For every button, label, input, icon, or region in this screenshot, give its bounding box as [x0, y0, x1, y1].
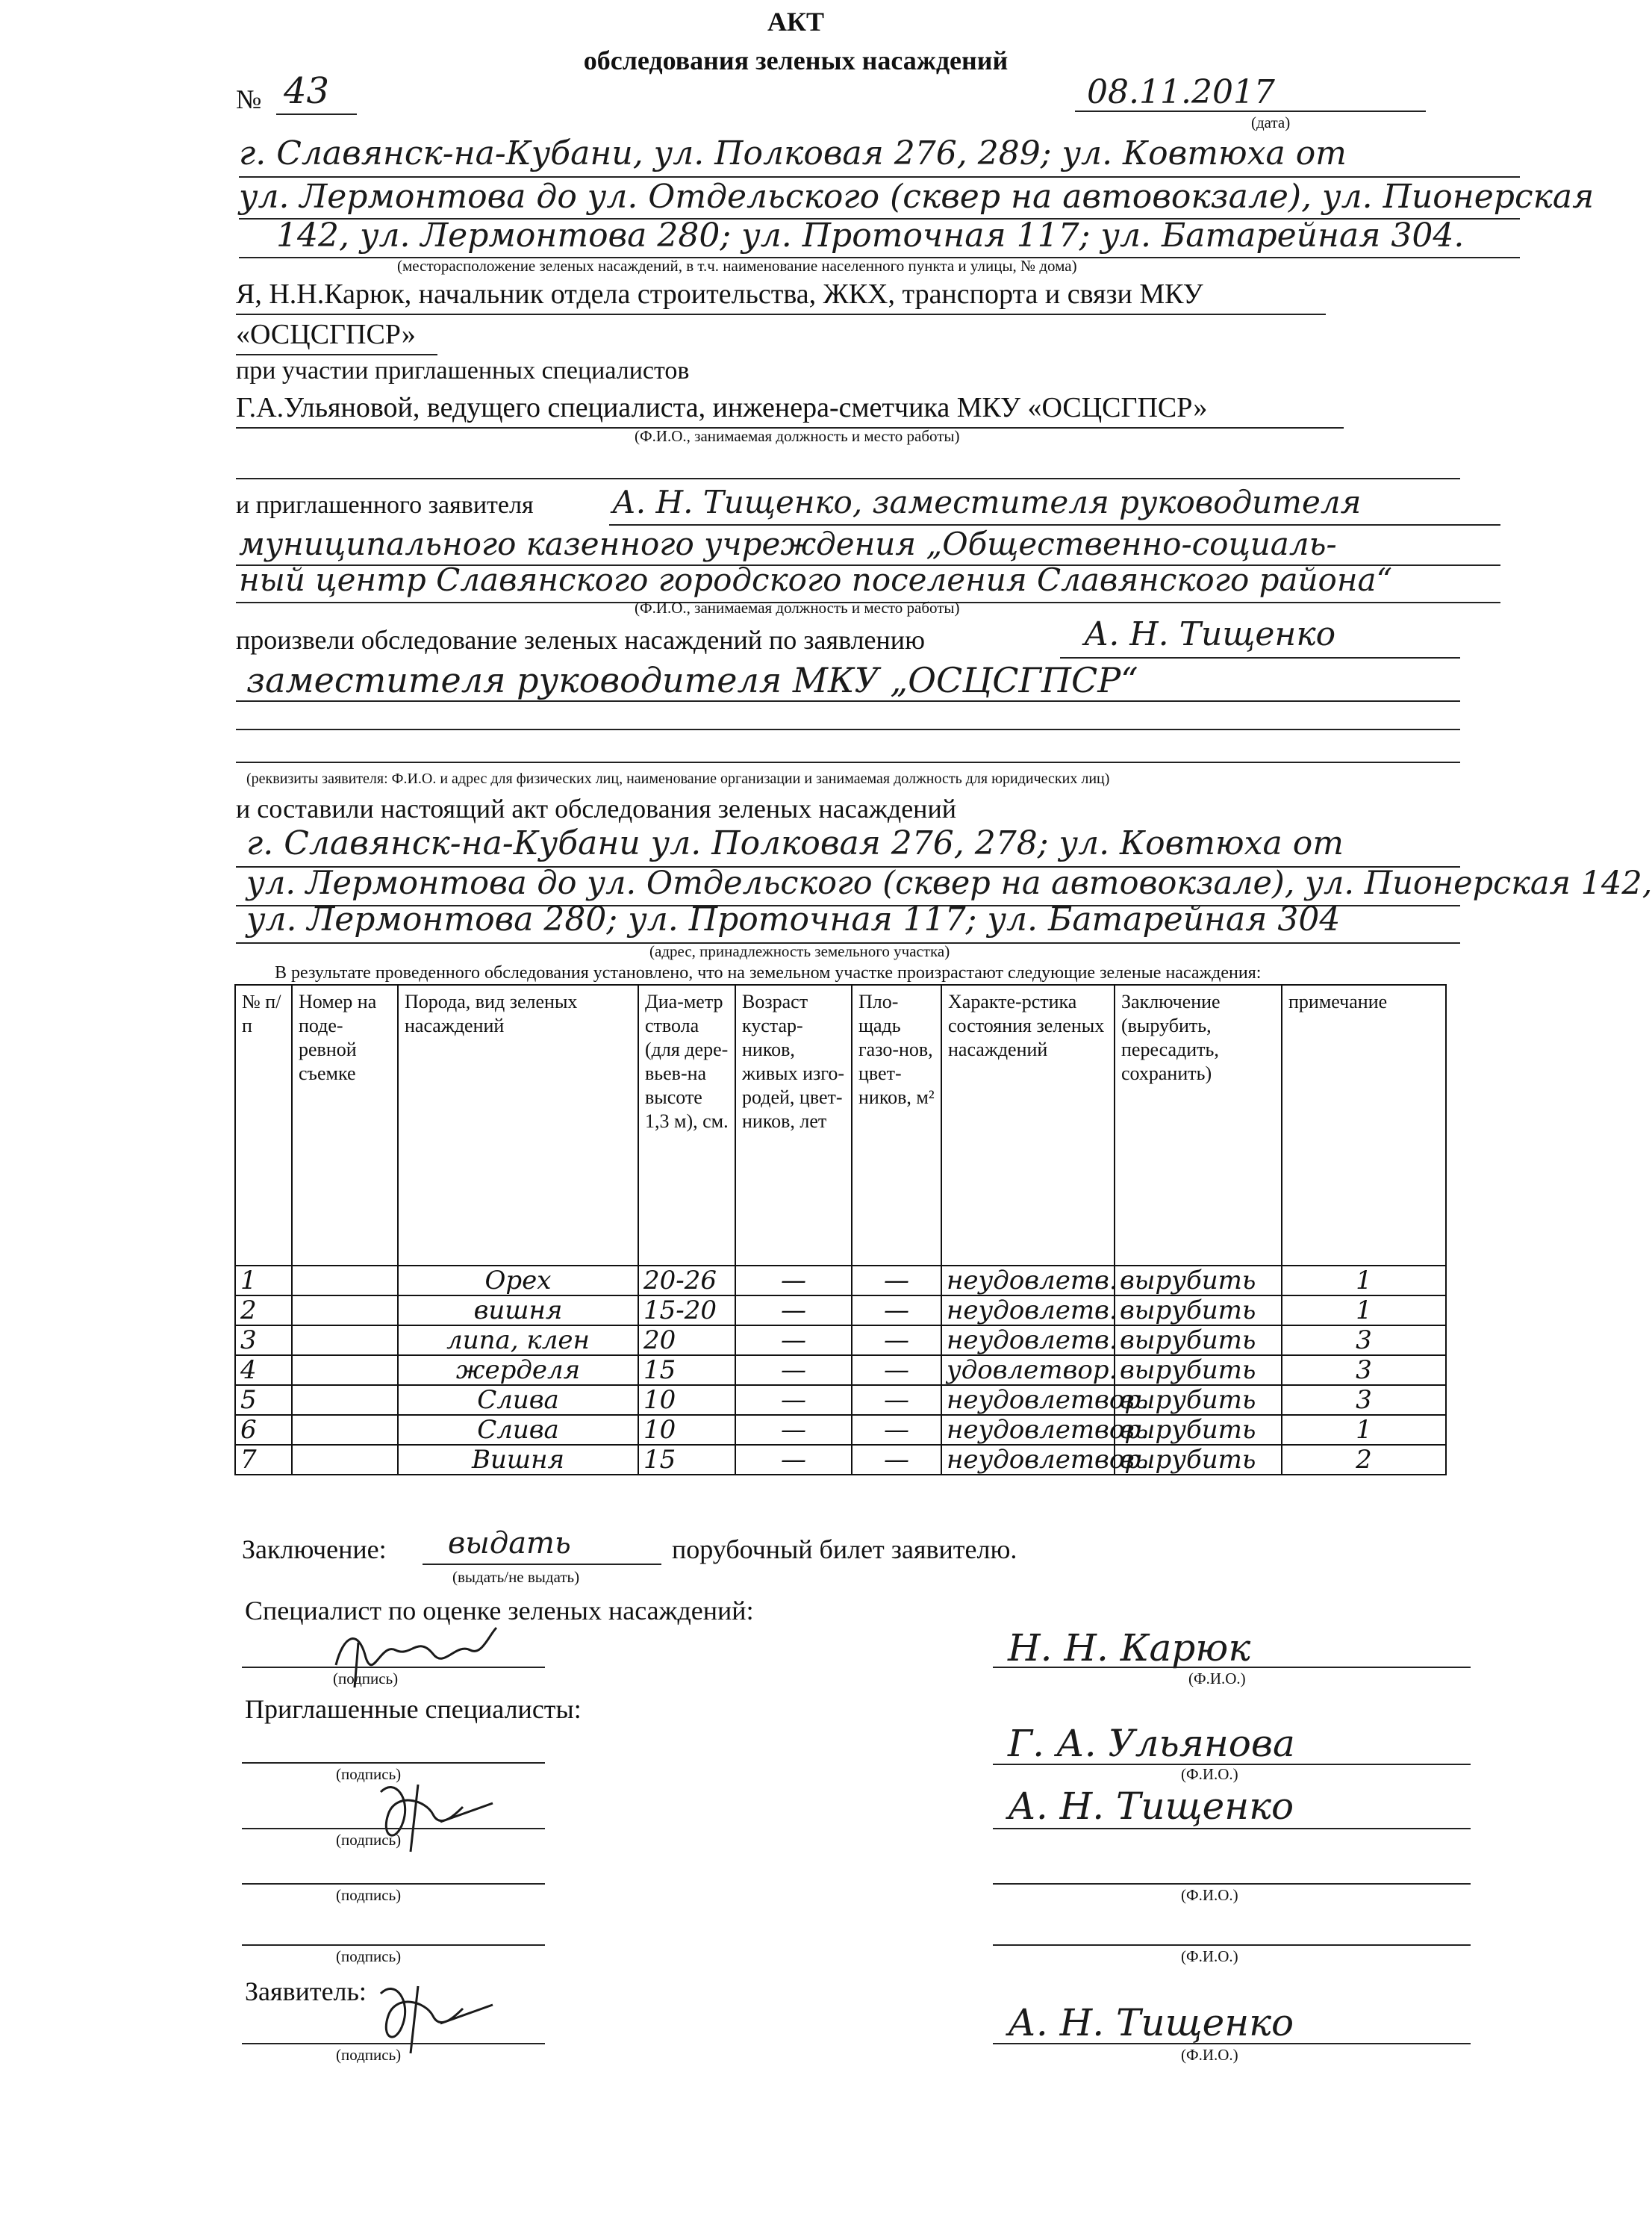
- row-num: [292, 1355, 398, 1385]
- applicant-line-1: А. Н. Тищенко, заместителя руководителя: [612, 484, 1362, 520]
- sign-caption: (подпись): [336, 1831, 402, 1849]
- result-text: В результате проведенного обследования установлено, что на земельном участке произрастают следующие зеленые насаждения:: [275, 963, 1262, 983]
- row-age: —: [735, 1355, 852, 1385]
- header-age: Возраст кустар-ников, живых изго-родей, цвет-ников, лет: [735, 985, 852, 1266]
- applicant-line-3: ный центр Славянского городского поселения Славянского района“: [239, 561, 1393, 598]
- row-num: [292, 1385, 398, 1415]
- row-diameter: 20: [638, 1325, 735, 1355]
- row-decision: вырубить: [1115, 1295, 1282, 1325]
- row-num: [292, 1295, 398, 1325]
- table-row: [235, 1415, 1446, 1445]
- location-line-2: ул. Лермонтова до ул. Отдельского (сквер на автовокзале), ул. Пионерская: [239, 178, 1595, 216]
- specialists-line: Г.А.Ульяновой, ведущего специалиста, инженера-сметчика МКУ «ОСЦСГПСР»: [236, 392, 1208, 423]
- row-n: 1: [235, 1266, 292, 1295]
- row-n: 6: [235, 1415, 292, 1445]
- row-decision: вырубить: [1115, 1325, 1282, 1355]
- row-state: неудовлетв.: [941, 1295, 1115, 1325]
- row-state: удовлетвор.: [941, 1355, 1115, 1385]
- row-species: жерделя: [398, 1355, 638, 1385]
- row-age: —: [735, 1415, 852, 1445]
- row-note: 3: [1282, 1325, 1446, 1355]
- sign-caption: (подпись): [333, 1670, 399, 1687]
- table-header-row: [235, 985, 1446, 1266]
- invited-name-1: Г. А. Ульянова: [1008, 1722, 1295, 1765]
- table-row: [235, 1385, 1446, 1415]
- header-area: Пло-щадь газо-нов, цвет-ников, м²: [852, 985, 941, 1266]
- row-species: Вишня: [398, 1445, 638, 1475]
- row-n: 5: [235, 1385, 292, 1415]
- row-num: [292, 1325, 398, 1355]
- applicant-sign-name: А. Н. Тищенко: [1008, 2001, 1294, 2044]
- row-n: 2: [235, 1295, 292, 1325]
- row-species: Слива: [398, 1415, 638, 1445]
- conclusion-label: Заключение:: [242, 1534, 387, 1564]
- row-state: неудовлетв.: [941, 1266, 1115, 1295]
- survey-request-label: произвели обследование зеленых насаждений по заявлению: [236, 625, 925, 655]
- row-n: 3: [235, 1325, 292, 1355]
- specialist-name: Н. Н. Карюк: [1008, 1626, 1251, 1670]
- act-number-label: №: [236, 84, 262, 114]
- row-area: —: [852, 1385, 941, 1415]
- row-species: вишня: [398, 1295, 638, 1325]
- table-row: [235, 1355, 1446, 1385]
- header-number: Номер на поде-ревной съемке: [292, 985, 398, 1266]
- act-number-value: 43: [284, 70, 330, 112]
- row-num: [292, 1445, 398, 1475]
- survey-request-hw-2: заместителя руководителя МКУ „ОСЦСГПСР“: [246, 660, 1138, 700]
- row-note: 3: [1282, 1385, 1446, 1415]
- row-diameter: 20-26: [638, 1266, 735, 1295]
- row-n: 7: [235, 1445, 292, 1475]
- row-area: —: [852, 1415, 941, 1445]
- location-line-3: 142, ул. Лермонтова 280; ул. Проточная 117; ул. Батарейная 304.: [276, 217, 1465, 255]
- table-row: [235, 1325, 1446, 1355]
- specialists-caption: (Ф.И.О., занимаемая должность и место работы): [635, 427, 960, 445]
- row-state: неудовлетвор.: [941, 1415, 1115, 1445]
- row-decision: вырубить: [1115, 1266, 1282, 1295]
- document-title: АКТ: [767, 7, 825, 37]
- fio-caption: (Ф.И.О.): [1181, 1947, 1238, 1965]
- fio-caption: (Ф.И.О.): [1188, 1670, 1246, 1687]
- inspector-line-2: «ОСЦСГПСР»: [236, 319, 416, 350]
- survey-request-caption: (реквизиты заявителя: Ф.И.О. и адрес для физических лиц, наименование организации и занимаемая должность для юридических лиц): [246, 771, 1110, 787]
- conclusion-suffix: порубочный билет заявителю.: [672, 1534, 1017, 1564]
- row-note: 1: [1282, 1266, 1446, 1295]
- act-date-value: 08.11.2017: [1087, 73, 1275, 111]
- row-note: 2: [1282, 1445, 1446, 1475]
- row-species: Слива: [398, 1385, 638, 1415]
- header-state: Характе-рстика состояния зеленых насаждений: [941, 985, 1115, 1266]
- table-row: [235, 1295, 1446, 1325]
- row-state: неудовлетвор.: [941, 1445, 1115, 1475]
- header-species: Порода, вид зеленых насаждений: [398, 985, 638, 1266]
- row-diameter: 10: [638, 1415, 735, 1445]
- fio-caption: (Ф.И.О.): [1181, 2046, 1238, 2064]
- location-line-1: г. Славянск-на-Кубани, ул. Полковая 276, 289; ул. Ковтюха от: [239, 134, 1347, 172]
- compiled-label: и составили настоящий акт обследования зеленых насаждений: [236, 794, 956, 824]
- row-species: Орех: [398, 1266, 638, 1295]
- inspector-line-1: Я, Н.Н.Карюк, начальник отдела строительства, ЖКХ, транспорта и связи МКУ: [236, 279, 1203, 310]
- invited-label: Приглашенные специалисты:: [245, 1694, 582, 1724]
- row-decision: вырубить: [1115, 1355, 1282, 1385]
- header-decision: Заключение (вырубить, пересадить, сохранить): [1115, 985, 1282, 1266]
- applicant-caption: (Ф.И.О., занимаемая должность и место работы): [635, 599, 960, 617]
- row-area: —: [852, 1325, 941, 1355]
- row-note: 1: [1282, 1415, 1446, 1445]
- conclusion-value: выдать: [448, 1526, 571, 1561]
- compiled-line-1: г. Славянск-на-Кубани ул. Полковая 276, 278; ул. Ковтюха от: [246, 824, 1344, 862]
- row-age: —: [735, 1445, 852, 1475]
- conclusion-caption: (выдать/не выдать): [452, 1568, 580, 1586]
- row-species: липа, клен: [398, 1325, 638, 1355]
- fio-caption: (Ф.И.О.): [1181, 1765, 1238, 1783]
- row-note: 1: [1282, 1295, 1446, 1325]
- sign-caption: (подпись): [336, 1886, 402, 1904]
- sign-caption: (подпись): [336, 1765, 402, 1783]
- header-diameter: Диа-метр ствола (для дере-вьев-на высоте 1,3 м), см.: [638, 985, 735, 1266]
- row-diameter: 15-20: [638, 1295, 735, 1325]
- applicant-line-2: муниципального казенного учреждения „Общественно-социаль-: [239, 526, 1337, 562]
- applicant-label: и приглашенного заявителя: [236, 491, 534, 519]
- invited-name-2: А. Н. Тищенко: [1008, 1785, 1294, 1828]
- applicant-sign-label: Заявитель:: [245, 1976, 367, 2006]
- specialist-label: Специалист по оценке зеленых насаждений:: [245, 1596, 754, 1625]
- row-diameter: 15: [638, 1445, 735, 1475]
- row-num: [292, 1266, 398, 1295]
- row-note: 3: [1282, 1355, 1446, 1385]
- row-age: —: [735, 1385, 852, 1415]
- date-caption: (дата): [1251, 113, 1291, 131]
- row-decision: вырубить: [1115, 1415, 1282, 1445]
- row-age: —: [735, 1266, 852, 1295]
- survey-request-hw-1: А. Н. Тищенко: [1084, 615, 1336, 653]
- plants-table: [234, 984, 1447, 1475]
- row-age: —: [735, 1295, 852, 1325]
- row-area: —: [852, 1266, 941, 1295]
- row-diameter: 10: [638, 1385, 735, 1415]
- row-decision: вырубить: [1115, 1445, 1282, 1475]
- row-age: —: [735, 1325, 852, 1355]
- row-area: —: [852, 1295, 941, 1325]
- location-caption: (месторасположение зеленых насаждений, в т.ч. наименование населенного пункта и улицы, № дома): [397, 257, 1077, 275]
- row-area: —: [852, 1355, 941, 1385]
- document-subtitle: обследования зеленых насаждений: [583, 46, 1009, 75]
- row-decision: вырубить: [1115, 1385, 1282, 1415]
- sign-caption: (подпись): [336, 1947, 402, 1965]
- compiled-line-2: ул. Лермонтова до ул. Отдельского (сквер на автовокзале), ул. Пионерская 142,: [246, 865, 1652, 902]
- header-n: № п/п: [235, 985, 292, 1266]
- compiled-caption: (адрес, принадлежность земельного участка): [649, 942, 950, 960]
- row-num: [292, 1415, 398, 1445]
- row-state: неудовлетвор.: [941, 1385, 1115, 1415]
- header-note: примечание: [1282, 985, 1446, 1266]
- row-n: 4: [235, 1355, 292, 1385]
- sign-caption: (подпись): [336, 2046, 402, 2064]
- table-row: [235, 1266, 1446, 1295]
- row-state: неудовлетв.: [941, 1325, 1115, 1355]
- compiled-line-3: ул. Лермонтова 280; ул. Проточная 117; ул. Батарейная 304: [246, 900, 1341, 939]
- row-area: —: [852, 1445, 941, 1475]
- specialists-intro: при участии приглашенных специалистов: [236, 357, 690, 385]
- fio-caption: (Ф.И.О.): [1181, 1886, 1238, 1904]
- row-diameter: 15: [638, 1355, 735, 1385]
- table-row: [235, 1445, 1446, 1475]
